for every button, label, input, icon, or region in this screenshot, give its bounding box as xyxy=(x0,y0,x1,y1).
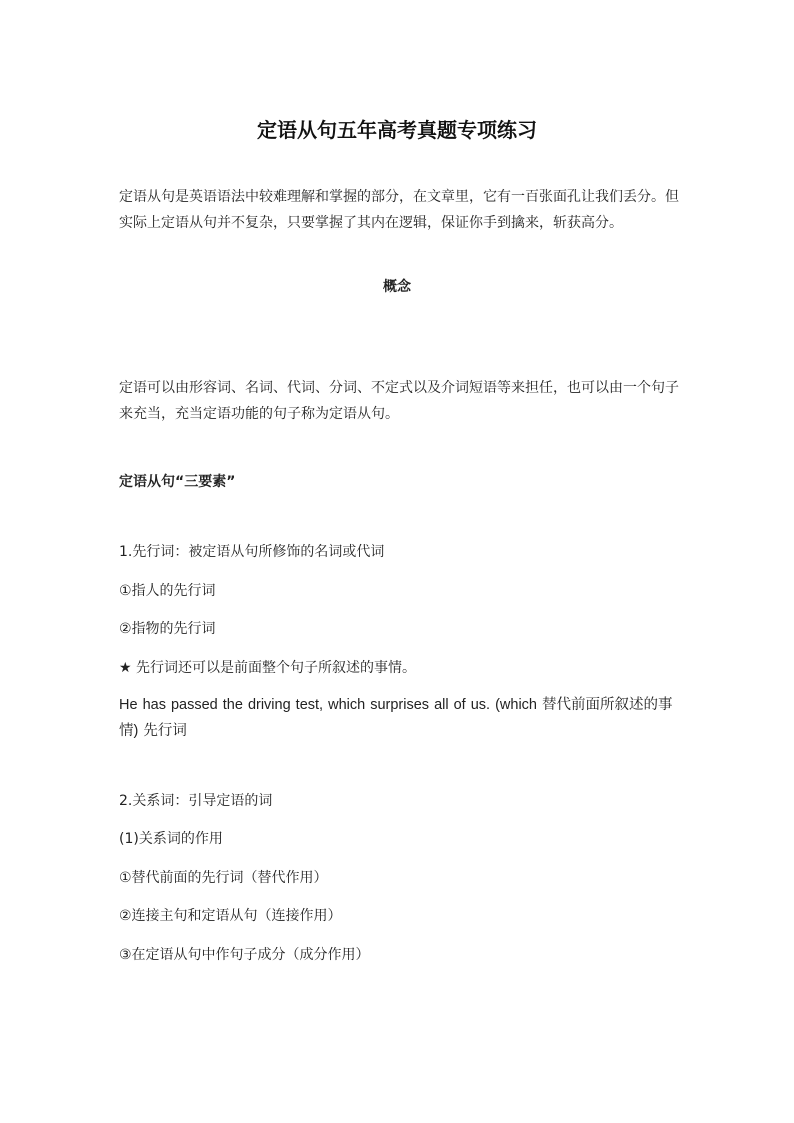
relative-subtitle: (1)关系词的作用 xyxy=(119,831,223,847)
antecedent-item-person: ①指人的先行词 xyxy=(119,583,216,599)
concept-paragraph: 定语可以由形容词、名词、代词、分词、不定式以及介词短语等来担任，也可以由一个句子来充当，充当定语功能的句子称为定语从句。 xyxy=(119,380,679,422)
antecedent-title: 1.先行词：被定语从句所修饰的名词或代词 xyxy=(119,544,385,560)
antecedent-note: ★ 先行词还可以是前面整个句子所叙述的事情。 xyxy=(119,660,416,676)
relative-item-component: ③在定语从句中作句子成分（成分作用） xyxy=(119,947,370,963)
intro-paragraph: 定语从句是英语语法中较难理解和掌握的部分，在文章里，它有一百张面孔让我们丢分。但实际上定语从句并不复杂，只要掌握了其内在逻辑，保证你手到擒来，斩获高分。 xyxy=(119,189,679,231)
elements-heading: 定语从句“三要素” xyxy=(119,474,236,490)
relative-item-replace: ①替代前面的先行词（替代作用） xyxy=(119,870,328,886)
antecedent-item-thing: ②指物的先行词 xyxy=(119,621,216,637)
antecedent-example: He has passed the driving test, which surprises all of us. (which 替代前面所叙述的事情) 先行词 xyxy=(119,697,673,739)
relative-item-connect: ②连接主句和定语从句（连接作用） xyxy=(119,908,342,924)
document-title: 定语从句五年高考真题专项练习 xyxy=(257,118,537,142)
concept-heading: 概念 xyxy=(383,279,411,295)
relative-title: 2.关系词：引导定语的词 xyxy=(119,793,273,809)
